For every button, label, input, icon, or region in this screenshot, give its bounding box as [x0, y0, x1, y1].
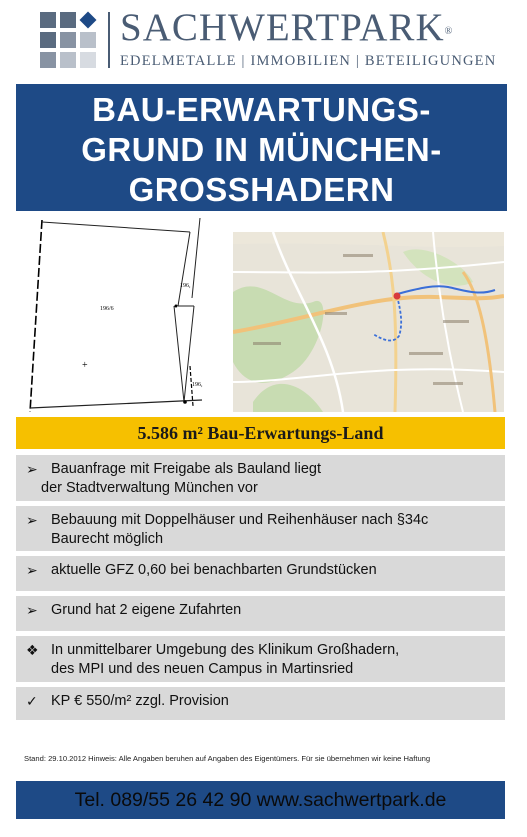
list-item: ❖ In unmittelbarer Umgebung des Klinikum Großhadern, des MPI und des neuen Campus in Martinsried	[16, 636, 505, 682]
arrowhead-icon: ➢	[26, 512, 38, 528]
parcel-label-main: 196/6	[100, 306, 114, 312]
logo-squares-icon	[40, 12, 100, 68]
svg-text:+: +	[82, 360, 88, 371]
brand-name: SACHWERTPARK®	[120, 6, 454, 49]
arrowhead-icon: ➢	[26, 461, 38, 477]
feature-list	[16, 455, 505, 725]
registered-mark: ®	[444, 26, 454, 37]
logo-divider	[108, 12, 110, 68]
list-item: ➢ Bebauung mit Doppelhäuser und Reihenhäuser nach §34c Baurecht möglich	[16, 506, 505, 551]
parcel-label-bottom-right: 196,	[192, 382, 203, 388]
location-map-image	[233, 232, 504, 412]
brand-tagline: EDELMETALLE | IMMOBILIEN | BETEILIGUNGEN	[120, 53, 497, 69]
title-banner	[16, 84, 507, 211]
diamond-bullet-icon: ❖	[26, 642, 39, 658]
brand	[120, 6, 497, 70]
list-item: ➢ aktuelle GFZ 0,60 bei benachbarten Grundstücken	[16, 556, 505, 591]
page-title: BAU-ERWARTUNGS- GRUND IN MÜNCHEN- GROSSHADERN	[81, 91, 442, 208]
list-item: ➢ Grund hat 2 eigene Zufahrten	[16, 596, 505, 631]
parcel-label-top-right: 196,	[180, 283, 191, 289]
contact-footer: Tel. 089/55 26 42 90 www.sachwertpark.de	[16, 781, 505, 819]
list-item: ✓ KP € 550/m² zzgl. Provision	[16, 687, 505, 720]
arrowhead-icon: ➢	[26, 562, 38, 578]
area-bar: 5.586 m² Bau-Erwartungs-Land	[16, 417, 505, 449]
list-item: ➢ Bauanfrage mit Freigabe als Bauland liegt der Stadtverwaltung München vor	[16, 455, 505, 501]
arrowhead-icon: ➢	[26, 602, 38, 618]
disclaimer-text: Stand: 29.10.2012 Hinweis: Alle Angaben beruhen auf Angaben des Eigentümers. Für sie übernehmen wir keine Haftung	[24, 754, 431, 763]
checkmark-icon: ✓	[26, 693, 38, 709]
site-plan-image	[16, 216, 204, 414]
